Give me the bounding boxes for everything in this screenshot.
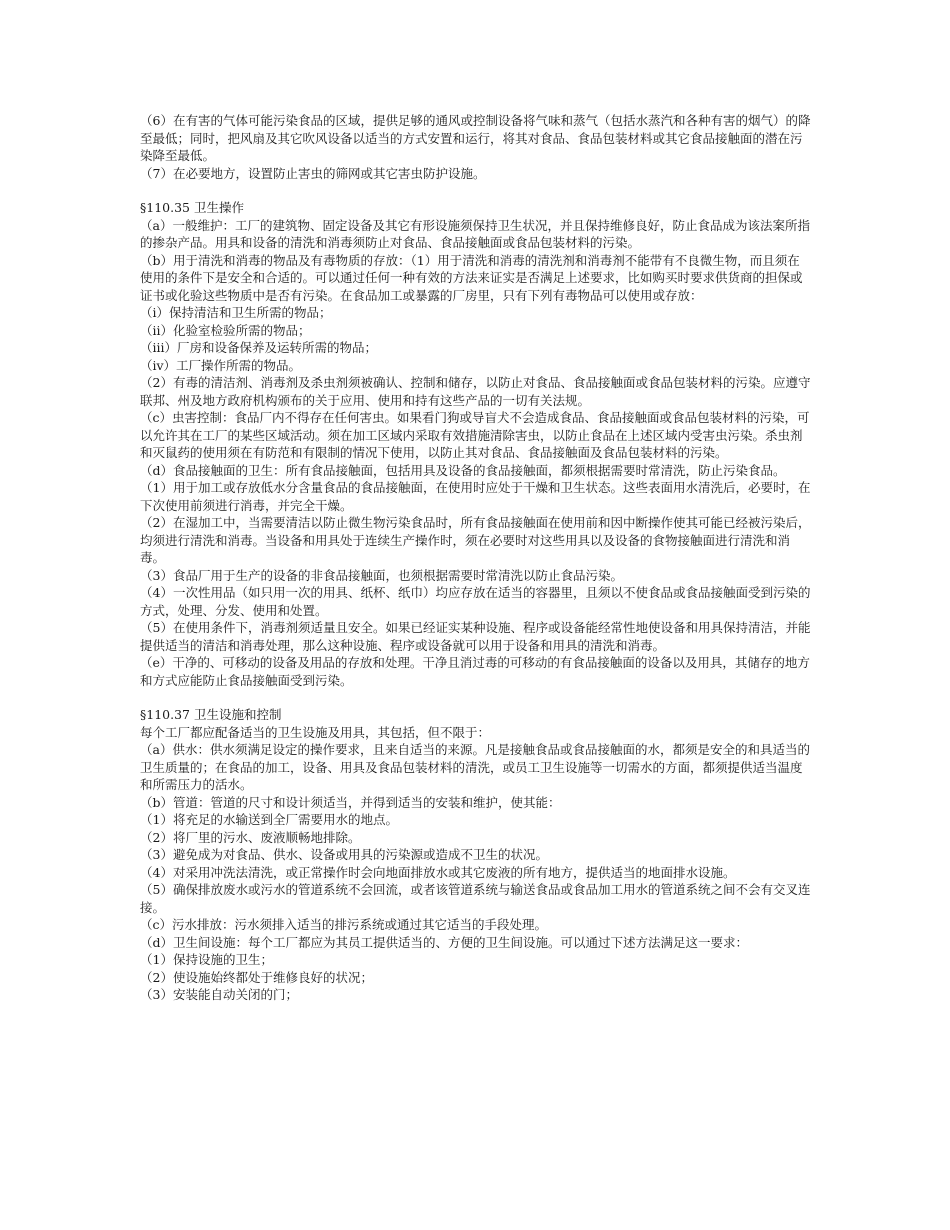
paragraph: （3）食品厂用于生产的设备的非食品接触面，也须根据需要时常清洗以防止食品污染。 bbox=[140, 567, 623, 583]
paragraph: （4）一次性用品（如只用一次的用具、纸杯、纸巾）均应存放在适当的容器里，且须以不使食品或食品接触面受到污染的方式，处理、分发、使用和处置。 bbox=[140, 585, 811, 618]
paragraph: （4）对采用冲洗法清洗，或正常操作时会向地面排放水或其它废液的所有地方，提供适当的地面排水设施。 bbox=[140, 864, 736, 880]
paragraph: （2）使设施始终都处于维修良好的状况； bbox=[140, 969, 373, 985]
paragraph: （ii）化验室检验所需的物品； bbox=[140, 322, 311, 338]
paragraph: （a）供水：供水须满足设定的操作要求，且来自适当的来源。凡是接触食品或食品接触面的水，都须是安全的和具适当的卫生质量的；在食品的加工，设备、用具及食品包装材料的清洗，或员工卫生设施等一切需水的方面，都须提供适当温度和所需压力的活水。 bbox=[140, 742, 810, 792]
paragraph: （e）干净的、可移动的设备及用品的存放和处理。干净且消过毒的可移动的有食品接触面的设备以及用具，其储存的地方和方式应能防止食品接触面受到污染。 bbox=[140, 655, 810, 688]
paragraph: （b）管道：管道的尺寸和设计须适当，并得到适当的安装和维护，使其能： bbox=[140, 794, 561, 810]
paragraph: （d）食品接触面的卫生：所有食品接触面，包括用具及设备的食品接触面，都须根据需要时常清洗，防止污染食品。 bbox=[140, 462, 786, 478]
paragraph: （iii）厂房和设备保养及运转所需的物品； bbox=[140, 340, 377, 355]
paragraph: （c）污水排放：污水须排入适当的排污系统或通过其它适当的手段处理。 bbox=[140, 917, 548, 932]
section-heading: §110.37 卫生设施和控制 bbox=[140, 707, 282, 722]
paragraph: 每个工厂都应配备适当的卫生设施及用具，其包括，但不限于： bbox=[140, 724, 491, 740]
section-gap bbox=[140, 689, 812, 706]
paragraph: （2）将厂里的污水、废液顺畅地排除。 bbox=[140, 829, 361, 845]
paragraph: （5）在使用条件下，消毒剂须适量且安全。如果已经证实某种设施、程序或设备能经常性地使设备和用具保持清洁，并能提供适当的清洁和消毒处理，那么这种设施、程序或设备就可以用于设备和用具的清洗和消毒。 bbox=[140, 620, 811, 653]
section-ventilation bbox=[140, 112, 812, 182]
section-gap bbox=[140, 182, 812, 199]
paragraph: （1）保持设施的卫生； bbox=[140, 952, 273, 967]
paragraph: （2）在湿加工中，当需要清洁以防止微生物污染食品时，所有食品接触面在使用前和因中断操作使其可能已经被污染后，均须进行清洗和消毒。当设备和用具处于连续生产操作时，须在必要时对这些用具以及设备的食物接触面进行清洗和消毒。 bbox=[140, 515, 811, 565]
paragraph: （3）安装能自动关闭的门； bbox=[140, 987, 298, 1002]
paragraph: （1）将充足的水输送到全厂需要用水的地点。 bbox=[140, 812, 398, 827]
paragraph: （a）一般维护：工厂的建筑物、固定设备及其它有形设施须保持卫生状况，并且保持维修良好，防止食品成为该法案所指的掺杂产品。用具和设备的清洗和消毒须防止对食品、食品接触面或食品包装材料的污染。 bbox=[140, 217, 810, 250]
paragraph: （b）用于清洗和消毒的物品及有毒物质的存放：（1）用于清洗和消毒的清洗剂和消毒剂不能带有不良微生物，而且须在使用的条件下是安全和合适的。可以通过任何一种有效的方法来证实是否满足上述要求，比如购买时要求供货商的担保或证书或化验这些物质中是否有污染。在食品加工或暴露的厂房里，只有下列有毒物品可以使用或存放： bbox=[140, 252, 803, 303]
paragraph: （d）卫生间设施：每个工厂都应为其员工提供适当的、方便的卫生间设施。可以通过下述方法满足这一要求： bbox=[140, 934, 749, 950]
section-110-35 bbox=[140, 199, 812, 689]
section-heading: §110.35 卫生操作 bbox=[140, 200, 244, 215]
paragraph: （i）保持清洁和卫生所需的物品； bbox=[140, 305, 332, 320]
paragraph: （c）虫害控制：食品厂内不得存在任何害虫。如果看门狗或导盲犬不会造成食品、食品接触面或食品包装材料的污染，可以允许其在工厂的某些区域活动。须在加工区域内采取有效措施清除害虫，以防止食品在上述区域内受害虫污染。杀虫剂和灭鼠药的使用须在有防范和有限制的情况下使用，以防止其对食品、食品接触面及食品包装材料的污染。 bbox=[140, 410, 810, 460]
paragraph: （7）在必要地方，设置防止害虫的筛网或其它害虫防护设施。 bbox=[140, 165, 486, 181]
paragraph: （iv）工厂操作所需的物品。 bbox=[140, 357, 302, 373]
paragraph: （3）避免成为对食品、供水、设备或用具的污染源或造成不卫生的状况。 bbox=[140, 847, 548, 862]
paragraph: （1）用于加工或存放低水分含量食品的食品接触面，在使用时应处于干燥和卫生状态。这些表面用水清洗后，必要时，在下次使用前须进行消毒，并完全干燥。 bbox=[140, 480, 811, 513]
paragraph: （2）有毒的清洁剂、消毒剂及杀虫剂须被确认、控制和储存，以防止对食品、食品接触面或食品包装材料的污染。应遵守联邦、州及地方政府机构颁布的关于应用、使用和持有这些产品的一切有关法规。 bbox=[140, 375, 811, 408]
paragraph: （5）确保排放废水或污水的管道系统不会回流，或者该管道系统与输送食品或食品加工用水的管道系统之间不会有交叉连接。 bbox=[140, 882, 811, 915]
section-110-37 bbox=[140, 706, 812, 1004]
paragraph: （6）在有害的气体可能污染食品的区域，提供足够的通风或控制设备将气味和蒸气（包括水蒸汽和各种有害的烟气）的降至最低；同时，把风扇及其它吹风设备以适当的方式安置和运行，将其对食品、食品包装材料或其它食品接触面的潜在污染降至最低。 bbox=[140, 113, 811, 163]
